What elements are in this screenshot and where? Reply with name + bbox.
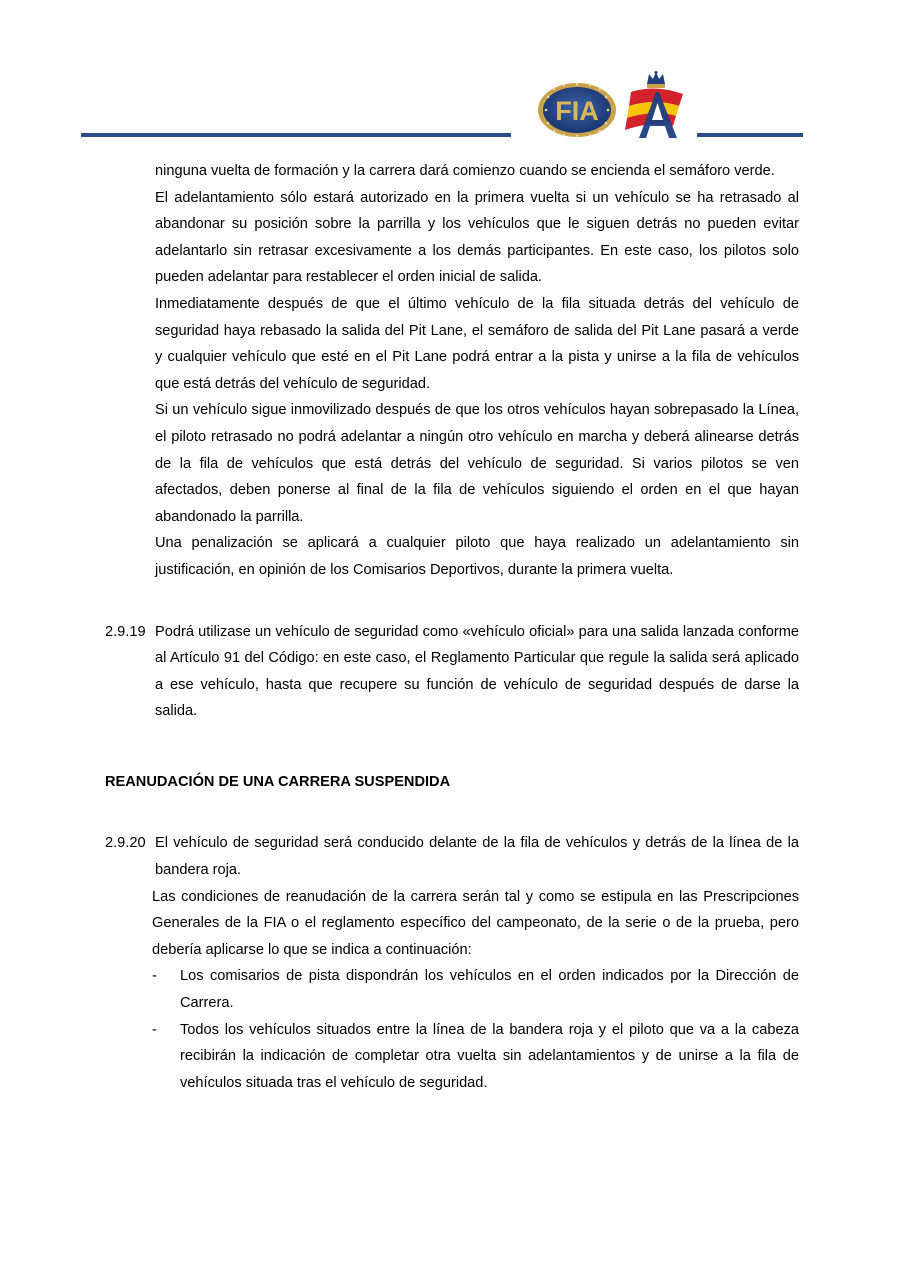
rfeda-logo [625,70,687,140]
paragraph-penalty: Una penalización se aplicará a cualquier piloto que haya realizado un adelantamiento sin justificación, en opinión de los Comisarios Deportivos, durante la primera vuelta. [155,535,799,578]
bullet-text: Todos los vehículos situados entre la línea de la bandera roja y el piloto que va a la cabeza recibirán la indicación de completar otra vuelta sin adelantamientos y de unirse a la fila de vehículos situada tras el vehículo de seguridad. [180,1021,799,1091]
bullet-dash: - [152,968,157,985]
document-body [0,158,905,1096]
paragraph-pit-lane: Inmediatamente después de que el último vehículo de la fila situada detrás del vehículo de seguridad haya rebasado la salida del Pit Lane, el semáforo de salida del Pit Lane pasará a verde y cualquier vehículo que esté en el Pit Lane podrá entrar a la pista y unirse a la fila de vehículos que está detrás del vehículo de seguridad. [155,295,799,392]
paragraph-overtaking: El adelantamiento sólo estará autorizado en la primera vuelta si un vehículo se ha retrasado al abandonar su posición sobre la parrilla y los vehículos que le siguen detrás no pueden evitar adelantarlo sin retrasar excesivamente a los demás participantes. En este caso, los pilotos solo pueden adelantar para restablecer el orden inicial de salida. [155,189,799,286]
header-rule-left [81,133,511,137]
fia-logo-text: FIA [555,96,599,126]
clause-text: El vehículo de seguridad será conducido delante de la fila de vehículos y detrás de la línea de la bandera roja. [155,835,799,879]
list-item [152,963,799,1016]
section-heading: REANUDACIÓN DE UNA CARRERA SUSPENDIDA [105,773,451,790]
clause-number: 2.9.20 [105,835,146,852]
list-item [152,1017,799,1097]
crown-icon [647,71,665,88]
header-rule-right [697,133,803,137]
clause-2-9-20 [105,830,799,883]
paragraph-immobilized: Si un vehículo sigue inmovilizado después de que los otros vehículos hayan sobrepasado la Línea, el piloto retrasado no podrá adelantar a ningún otro vehículo en marcha y deberá alinearse detrás de la fila de vehículos que está detrás del vehículo de seguridad. Si varios pilotos se ven afectados, deben ponerse al final de la fila de vehículos siguiendo el orden en el que hayan abandonado la parrilla. [155,402,799,525]
clause-number: 2.9.19 [105,623,146,640]
clause-2-9-19 [105,619,799,725]
bullet-dash: - [152,1021,157,1038]
paragraph-formation: ninguna vuelta de formación y la carrera dará comienzo cuando se encienda el semáforo verde. [155,163,775,179]
clause-text: Podrá utilizase un vehículo de seguridad como «vehículo oficial» para una salida lanzada conforme al Artículo 91 del Código: en este caso, el Reglamento Particular que regule la salida será aplicado a ese vehículo, hasta que recupere su función de vehículo de seguridad después de darse la salida. [155,623,799,720]
page-header [0,0,905,150]
bullet-text: Los comisarios de pista dispondrán los vehículos en el orden indicados por la Dirección de Carrera. [180,968,799,1012]
clause-followup: Las condiciones de reanudación de la carrera serán tal y como se estipula en las Prescripciones Generales de la FIA o el reglamento específico del campeonato, de la serie o de la prueba, pero debería aplicarse lo que se indica a continuación: [152,888,799,958]
fia-logo [536,81,618,139]
